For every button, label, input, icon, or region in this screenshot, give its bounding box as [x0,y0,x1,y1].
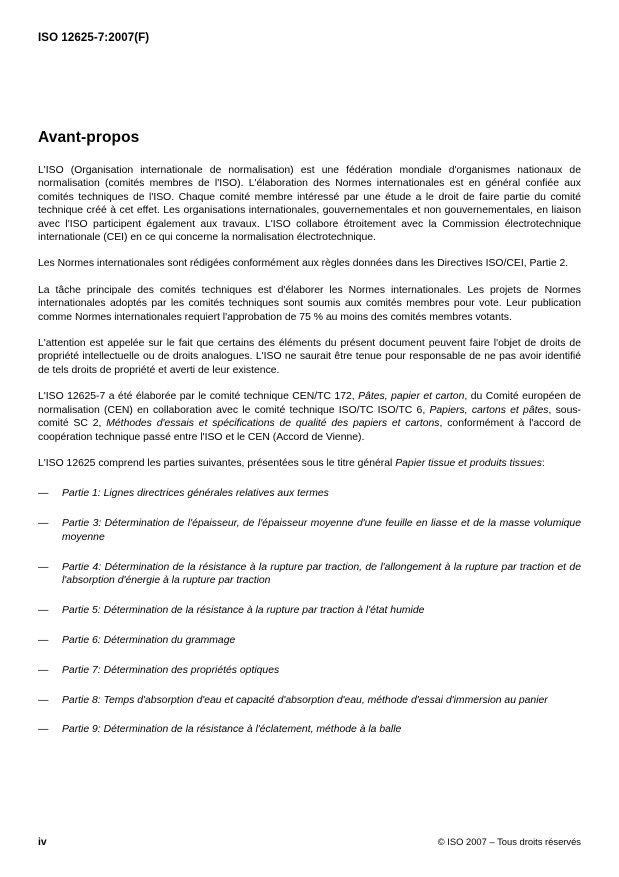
list-item [38,604,581,617]
foreword-paragraph-1: L'ISO (Organisation internationale de normalisation) est une fédération mondiale d'organismes nationaux de normalisation (comités membres de l'ISO). L'élaboration des Normes internationales est en général confiée aux comités techniques de l'ISO. Chaque comité membre intéressé par une étude a le droit de faire partie du comité technique créé à cet effet. Les organisations internationales, gouvernementales et non gouvernementales, en liaison avec l'ISO participent également aux travaux. L'ISO collabore étroitement avec la Commission électrotechnique internationale (CEI) en ce qui concerne la normalisation électrotechnique. [38,165,581,244]
committee-text-4: , conformément à l'accord de coopération technique passé entre l'ISO et le CEN (Accord de Vienne). [38,418,581,443]
list-item [38,694,581,707]
list-item [38,634,581,647]
page-number: iv [38,837,47,848]
em-dash-marker: — [38,518,49,530]
list-item [38,664,581,677]
list-item-label: Partie 9: Détermination de la résistance à l'éclatement, méthode à la balle [62,724,402,736]
copyright-notice: © ISO 2007 – Tous droits réservés [437,836,581,847]
page-content [38,129,581,753]
general-title: Papier tissue et produits tissues [395,457,542,469]
parts-intro-paragraph [38,457,581,470]
committee-title-3: Méthodes d'essais et spécifications de qualité des papiers et cartons [106,418,440,430]
section-title: Avant-propos [38,129,140,146]
committee-text-3: , sous-comité SC 2, [38,404,582,430]
committee-text-2: , du Comité européen de normalisation (CEN) en collaboration avec le comité technique ISO/TC ISO/TC 6, [38,391,582,416]
em-dash-marker: — [38,724,49,736]
committee-paragraph [38,390,581,444]
list-item-label: Partie 3: Détermination de l'épaisseur, de l'épaisseur moyenne d'une feuille en liasse et de la masse volumique moyenne [62,518,581,543]
em-dash-marker: — [38,488,49,500]
foreword-paragraph-3: La tâche principale des comités techniques est d'élaborer les Normes internationales. Les projets de Normes internationales adoptés par les comités techniques sont soumis aux comités membres pour vote. Leur publication comme Normes internationales requiert l'approbation de 75 % au moins des comités membres votants. [38,284,581,323]
parts-intro-text-2: : [541,457,545,469]
em-dash-marker: — [38,694,49,706]
list-item-label: Partie 4: Détermination de la résistance à la rupture par traction, de l'allongement à la rupture par traction et de l'absorption d'énergie à la rupture par traction [62,561,581,586]
em-dash-marker: — [38,604,49,616]
page-footer [38,836,581,848]
foreword-paragraph-4: L'attention est appelée sur le fait que certains des éléments du présent document peuvent faire l'objet de droits de propriété intellectuelle ou de droits analogues. L'ISO ne saurait être tenue pour responsable de ne pas avoir identifié de tels droits de propriété et averti de leur existence. [38,338,581,376]
list-item-label: Partie 1: Lignes directrices générales relatives aux termes [62,488,329,500]
list-item [38,561,581,588]
foreword-paragraph-2: Les Normes internationales sont rédigées conformément aux règles données dans les Directives ISO/CEI, Partie 2. [38,258,569,270]
parts-intro-text-1: L'ISO 12625 comprend les parties suivantes, présentées sous le titre général [38,457,396,469]
em-dash-marker: — [38,664,49,676]
em-dash-marker: — [38,561,49,573]
list-item [38,723,581,736]
list-item [38,487,581,500]
parts-list [38,487,581,737]
running-header: ISO 12625-7:2007(F) [38,32,150,44]
list-item-label: Partie 7: Détermination des propriétés optiques [62,664,280,676]
list-item [38,517,581,544]
list-item-label: Partie 8: Temps d'absorption d'eau et capacité d'absorption d'eau, méthode d'essai d'immersion au panier [62,694,548,706]
committee-title-2: Papiers, cartons et pâtes [429,404,549,416]
committee-text-1: L'ISO 12625-7 a été élaborée par le comité technique CEN/TC 172, [38,391,359,403]
list-item-label: Partie 5: Détermination de la résistance à la rupture par traction à l'état humide [62,604,425,616]
em-dash-marker: — [38,634,49,646]
list-item-label: Partie 6: Détermination du grammage [62,634,236,646]
committee-title-1: Pâtes, papier et carton [358,391,465,403]
